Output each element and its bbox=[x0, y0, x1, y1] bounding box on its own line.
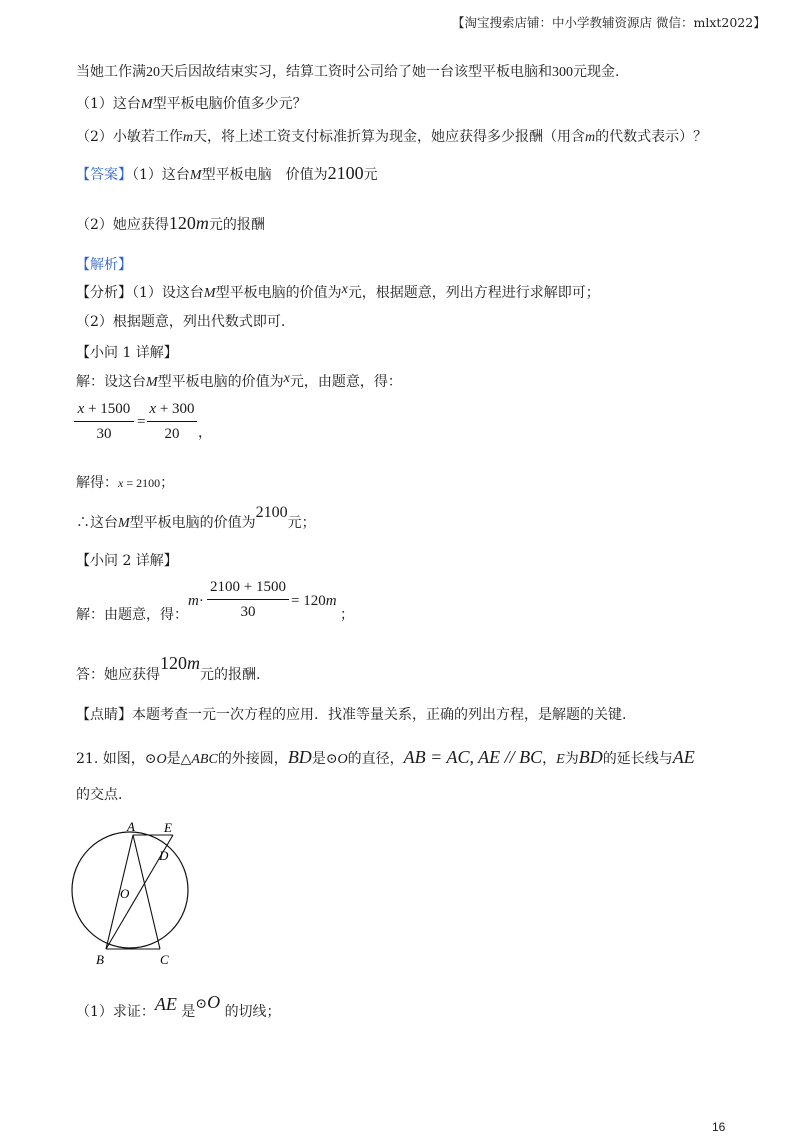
question-1: （1）这台M型平板电脑价值多少元？ bbox=[76, 96, 307, 112]
sub1-conclusion: ∴这台M型平板电脑的价值为2100元； bbox=[76, 504, 316, 531]
page-number: 16 bbox=[712, 1120, 726, 1134]
sub2-fraction: 2100 + 1500 30 bbox=[207, 578, 289, 621]
equation-fraction-right: x + 300 20 bbox=[147, 400, 197, 443]
equation-equals: = bbox=[137, 414, 146, 430]
answer-line-2: （2）她应获得120m元的报酬 bbox=[76, 213, 265, 233]
page-header: 【淘宝搜索店铺：中小学教辅资源店 微信：mlxt2022】 bbox=[452, 15, 766, 30]
sub1-setup: 解：设这台M型平板电脑的价值为x元，由题意，得： bbox=[76, 371, 402, 390]
geometry-figure bbox=[60, 815, 200, 970]
sub2-answer: 答：她应获得120m元的报酬. bbox=[76, 653, 261, 683]
sub1-title: 【小问 1 详解】 bbox=[76, 345, 178, 361]
label-c: C bbox=[160, 952, 169, 967]
intro-line: 当她工作满20天后因故结束实习，结算工资时公司给了她一台该型平板电脑和300元现金. bbox=[76, 64, 620, 80]
analysis-tag: 【解析】 bbox=[76, 257, 132, 273]
sub2-setup: 解：由题意，得： bbox=[76, 607, 188, 623]
question-21: 21. 如图，⊙O是△ABC的外接圆，BD是⊙O的直径，AB = AC, AE // BC，E为BD的延长线与AE bbox=[76, 747, 695, 767]
dianjing-line: 【点睛】本题考查一元一次方程的应用．找准等量关系，正确的列出方程，是解题的关键. bbox=[76, 707, 627, 723]
sub1-solve: 解得：x = 2100； bbox=[76, 475, 175, 491]
answer-tag: 【答案】 bbox=[76, 167, 132, 183]
label-e: E bbox=[164, 820, 172, 835]
label-d: D bbox=[159, 848, 169, 863]
equation-comma: ， bbox=[198, 425, 212, 441]
sub2-title: 【小问 2 详解】 bbox=[76, 553, 178, 569]
sub2-expression: m· bbox=[188, 593, 204, 609]
segment-ac bbox=[133, 835, 160, 949]
question-21-line-2: 的交点. bbox=[76, 787, 123, 803]
label-b: B bbox=[96, 952, 104, 967]
question-2: （2）小敏若工作m天，将上述工资支付标准折算为现金，她应获得多少报酬（用含m的代数式表示）？ bbox=[76, 129, 708, 145]
fenxi-line-1: 【分析】（1）设这台M型平板电脑的价值为x元，根据题意，列出方程进行求解即可； bbox=[76, 282, 600, 301]
fenxi-line-2: （2）根据题意，列出代数式即可. bbox=[76, 314, 286, 330]
label-o: O bbox=[120, 886, 130, 901]
sub2-semicolon: ； bbox=[340, 607, 354, 623]
question-21-part-1: （1）求证：AE 是⊙O 的切线； bbox=[76, 992, 281, 1020]
sub2-result: = 120m bbox=[291, 593, 337, 609]
equation-fraction-left: x + 1500 30 bbox=[74, 400, 134, 443]
answer-line-1: 【答案】（1）这台M型平板电脑 价值为2100元 bbox=[76, 163, 378, 183]
label-a: A bbox=[127, 819, 135, 834]
